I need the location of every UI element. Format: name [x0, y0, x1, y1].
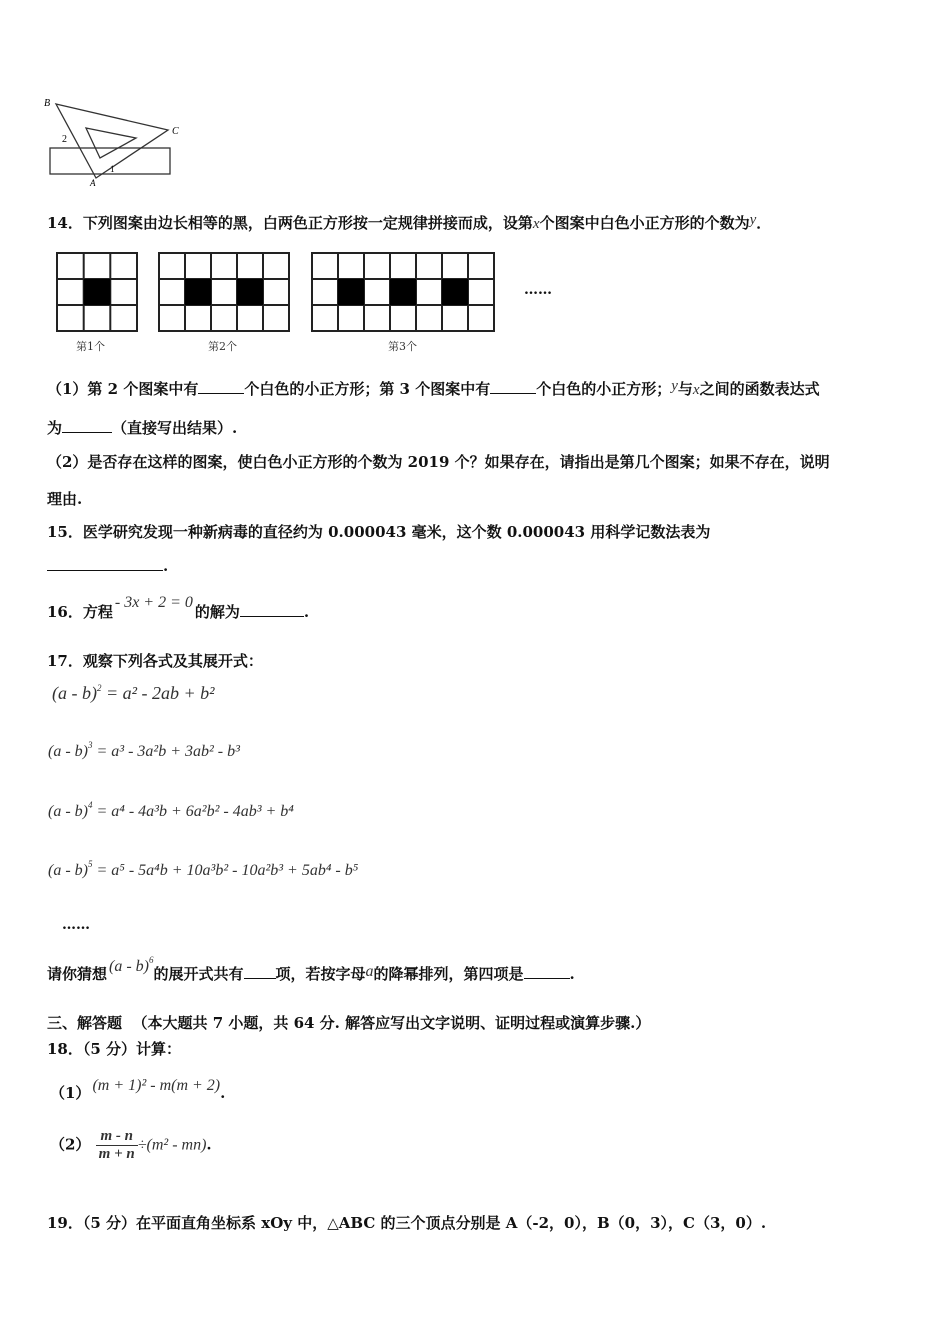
q14-part1-line2: 为 （直接写出结果）. [47, 419, 238, 437]
q14-part2-line2: 理由. [47, 490, 83, 508]
q17-formula-4: (a - b)$^5$ = a⁵ - 5a⁴b + 10a³b² - 10a²b³ + 5ab⁴ - b⁵ [48, 859, 359, 879]
black-square [390, 279, 416, 305]
pattern-1-caption: 第1个 [76, 340, 105, 353]
label-angle-1: 1 [110, 164, 115, 174]
black-square [338, 279, 364, 305]
q17-formula-1: (a - b)$^2$ = a² - 2ab + b² [52, 683, 215, 703]
q18-expr-2: ÷(m² - mn) [137, 1136, 207, 1154]
section3-header: 三、解答题 （本大题共 7 小题，共 64 分. 解答应写出文字说明、证明过程或演算步骤.） [47, 1014, 651, 1032]
answer-blank-1 [198, 379, 244, 394]
q17-ellipsis: …… [62, 917, 90, 933]
answer-blank-terms [244, 964, 276, 979]
q16-stem: 16．方程- 3x + 2 = 0的解为 . [47, 594, 310, 621]
q14-part2-line1: （2）是否存在这样的图案，使白色小正方形的个数为 2019 个？如果存在，请指出是第几个图案；如果不存在，说明 [47, 453, 830, 471]
var-x: x [532, 216, 540, 232]
pattern-1-grid [56, 252, 138, 334]
q15-stem: 15．医学研究发现一种新病毒的直径约为 0.000043 毫米，这个数 0.000043 用科学记数法表为 [47, 523, 711, 541]
black-square [185, 279, 211, 305]
q15-answer-line: . [47, 556, 168, 575]
q17-title: 17．观察下列各式及其展开式： [47, 652, 263, 670]
var-y: y [671, 378, 678, 394]
fraction-numerator: m - n [96, 1128, 138, 1146]
answer-blank-2 [490, 379, 536, 394]
q17-guess: 请你猜想 (a - b)$^6$的展开式共有 项，若按字母a的降幂排列，第四项是 . [47, 955, 575, 983]
q16-equation: - 3x + 2 = 0 [114, 594, 193, 611]
answer-blank-q15 [47, 556, 163, 571]
label-angle-2: 2 [62, 134, 67, 145]
var-a: a [365, 963, 374, 980]
answer-blank-3 [62, 418, 112, 433]
var-x: x [692, 382, 700, 398]
q18-expr-1: (m + 1)² - m(m + 2) [92, 1077, 221, 1094]
var-y: y [749, 212, 757, 228]
label-a: A [90, 178, 96, 188]
answer-blank-fourth-term [524, 964, 570, 979]
label-b: B [44, 98, 51, 109]
black-square [442, 279, 468, 305]
answer-blank-q16 [240, 602, 304, 617]
inner-triangle [86, 128, 136, 158]
triangle-ruler-svg [40, 96, 190, 188]
q18-title: 18．（5 分）计算： [47, 1040, 182, 1058]
q18-fraction [96, 1128, 138, 1163]
pattern-2-caption: 第2个 [208, 340, 237, 353]
pattern-3 [311, 252, 497, 338]
pattern-ellipsis: …… [524, 282, 552, 298]
label-c: C [172, 126, 179, 137]
pattern-1 [56, 252, 138, 338]
pattern-3-grid [311, 252, 497, 334]
black-square [84, 279, 111, 305]
black-square [237, 279, 263, 305]
pattern-2-grid [158, 252, 290, 334]
q19-stem: 19．（5 分）在平面直角坐标系 xOy 中，△ABC 的三个顶点分别是 A（-2，0），B（0，3），C（3，0）. [47, 1214, 767, 1232]
q17-formula-2: (a - b)$^3$ = a³ - 3a²b + 3ab² - b³ [48, 740, 240, 760]
fraction-denominator: m + n [98, 1146, 135, 1162]
triangle-ruler-figure [40, 96, 190, 188]
guess-expr: (a - b)$^6$ [109, 955, 154, 975]
q17-formula-3: (a - b)$^4$ = a⁴ - 4a³b + 6a²b² - 4ab³ + b⁴ [48, 800, 294, 820]
q14-stem: 14．下列图案由边长相等的黑，白两色正方形按一定规律拼接而成，设第x个图案中白色小正方形的个数为y． [47, 212, 772, 232]
pattern-3-caption: 第3个 [388, 340, 417, 353]
q14-part1-line1: （1）第 2 个图案中有 个白色的小正方形；第 3 个图案中有 个白色的小正方形；y与x之间的函数表达式 [47, 378, 820, 398]
pattern-2 [158, 252, 290, 338]
q18-part2: （2） $\frac{m - n}{m + n}$ ÷(m² - mn). [50, 1128, 212, 1162]
q18-part1: （1） (m + 1)² - m(m + 2). [50, 1077, 226, 1102]
